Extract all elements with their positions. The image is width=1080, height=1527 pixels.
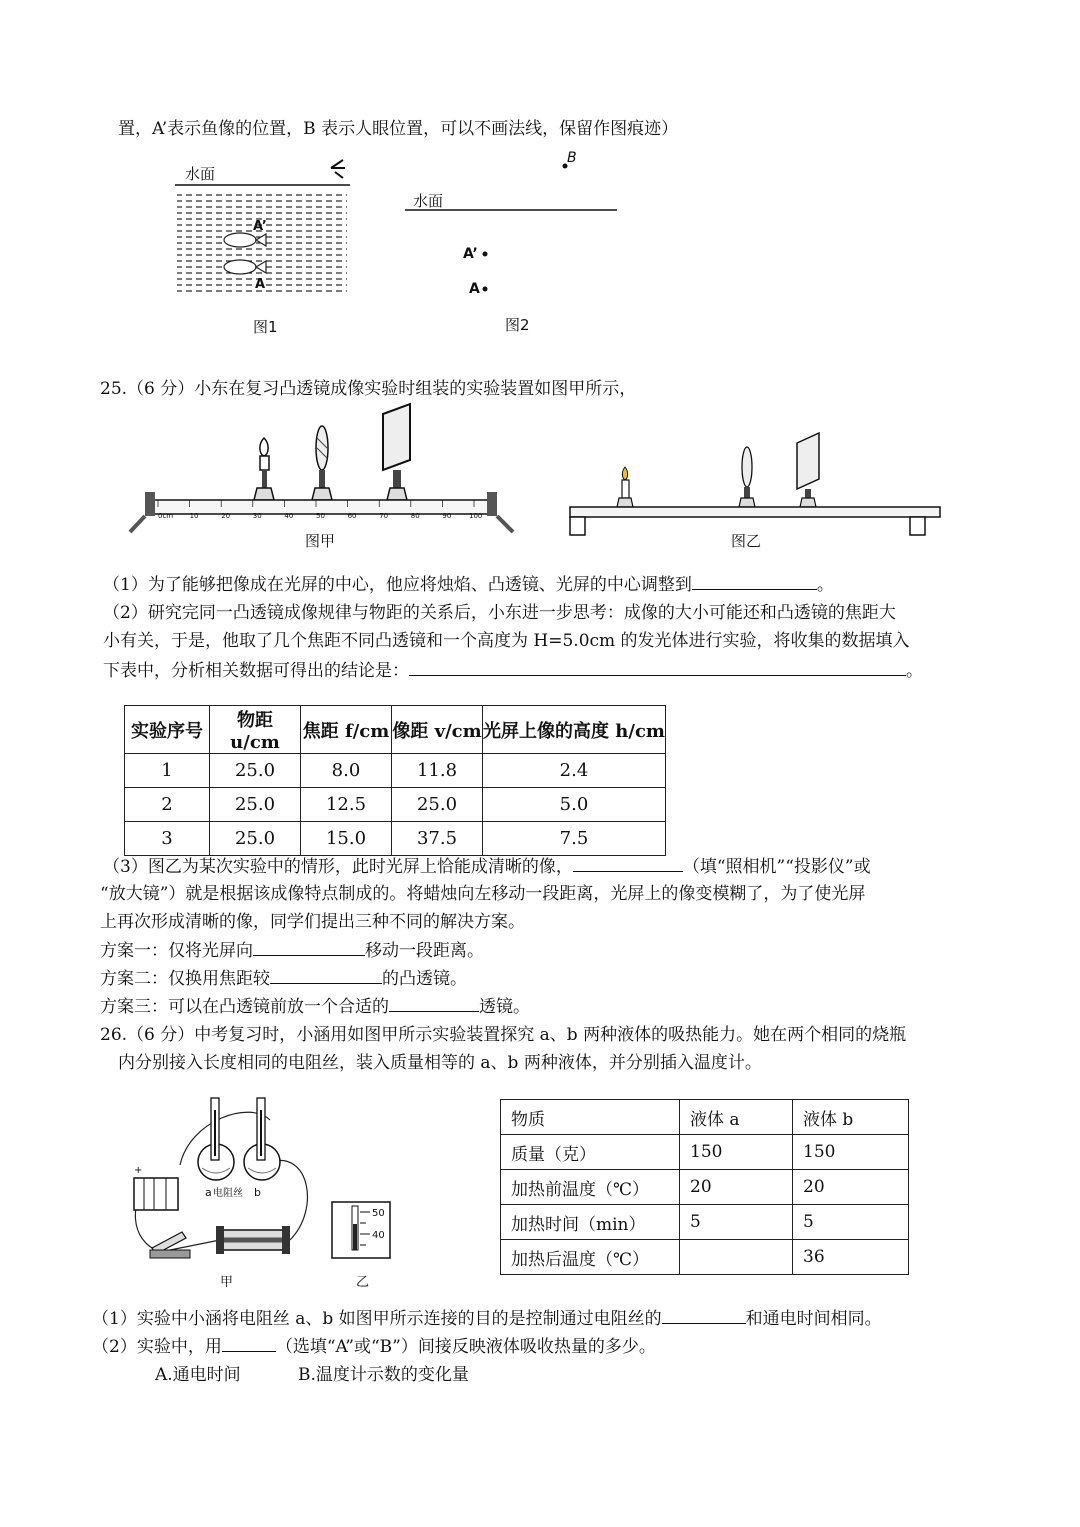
fig2-caption: 图2 <box>505 316 530 334</box>
q26-p1: （1）实验中小涵将电阻丝 a、b 如图甲所示连接的目的是控制通过电阻丝的 和通电时间相同。 <box>92 1309 882 1329</box>
tick-label: 20 <box>221 512 231 520</box>
label-b: b <box>254 1186 261 1199</box>
fig2-water-label: 水面 <box>413 192 444 210</box>
tick-label: 10 <box>189 512 199 520</box>
table-header: 实验序号 <box>125 706 210 754</box>
answer-blank[interactable] <box>253 939 365 956</box>
table-header: 液体 a <box>680 1100 793 1135</box>
candle-icon <box>254 438 274 500</box>
table-row: 加热时间（min） 5 5 <box>501 1205 909 1240</box>
table-header: 物质 <box>501 1100 680 1135</box>
label-resistor: 电阻丝 <box>213 1188 243 1199</box>
fig1-a-prime: A’ <box>253 219 267 234</box>
q25-p3-line2: “放大镜”）就是根据该成像特点制成的。将蜡烛向左移动一段距离，光屏上的像变模糊了，为了使光屏 <box>100 884 866 904</box>
q26-data-table <box>500 1099 909 1275</box>
table-row: 质量（克） 150 150 <box>501 1135 909 1170</box>
table-row: 加热前温度（℃） 20 20 <box>501 1170 909 1205</box>
thermo-50: 50 <box>372 1208 385 1219</box>
svg-text:+: + <box>134 1165 143 1176</box>
q24-figure-2 <box>395 140 635 340</box>
q25-plan-2: 方案二：仅换用焦距较 的凸透镜。 <box>100 969 467 989</box>
table-header: 像距 v/cm <box>392 706 483 754</box>
fig2-a-prime: A’ <box>463 246 478 262</box>
q26-intro-line1: 26.（6 分）中考复习时，小涵用如图甲所示实验装置探究 a、b 两种液体的吸热能力。她在两个相同的烧瓶 <box>100 1025 907 1045</box>
table-header: 光屏上像的高度 h/cm <box>483 706 666 754</box>
answer-blank[interactable] <box>662 1307 746 1324</box>
q25-p1: （1）为了能够把像成在光屏的中心，他应将烛焰、凸透镜、光屏的中心调整到 。 <box>103 575 834 595</box>
answer-blank[interactable] <box>573 855 683 872</box>
q24-text: 置，A’表示鱼像的位置，B 表示人眼位置，可以不画法线，保留作图痕迹） <box>118 119 679 139</box>
table-row: 1 25.0 8.0 11.8 2.4 <box>125 754 666 788</box>
q25-figure-jia <box>125 400 520 555</box>
answer-blank[interactable] <box>409 659 906 676</box>
point-a <box>483 287 488 292</box>
q26-circuit-figure <box>120 1090 410 1295</box>
q25-p3-line1: （3）图乙为某次实验中的情形，此时光屏上恰能成清晰的像， （填“照相机”“投影仪”或 <box>103 857 871 877</box>
q26-option-a: A.通电时间 <box>155 1365 241 1385</box>
fig-jia-caption: 图甲 <box>305 532 336 550</box>
fig-yi-caption: 图乙 <box>731 532 762 550</box>
q25-figure-yi <box>565 425 945 555</box>
q26-p2: （2）实验中，用 （选填“A”或“B”）间接反映液体吸收热量的多少。 <box>92 1337 656 1357</box>
point-a-prime <box>483 252 488 257</box>
table-header: 物距 u/cm <box>210 706 301 754</box>
table-row: 3 25.0 15.0 37.5 7.5 <box>125 822 666 856</box>
screen-icon <box>797 433 819 507</box>
fig1-a: A <box>255 277 266 292</box>
caption-jia: 甲 <box>220 1275 234 1290</box>
caption-yi: 乙 <box>356 1275 370 1290</box>
table-header: 液体 b <box>793 1100 909 1135</box>
lens-icon <box>739 447 755 507</box>
answer-blank[interactable] <box>389 995 479 1012</box>
answer-blank[interactable] <box>270 967 382 984</box>
table-row: 2 25.0 12.5 25.0 5.0 <box>125 788 666 822</box>
q24-figure-1 <box>165 150 365 340</box>
answer-blank[interactable] <box>692 573 817 590</box>
tick-label: 50 <box>316 512 325 520</box>
q25-p2-line1: （2）研究完同一凸透镜成像规律与物距的关系后，小东进一步思考：成像的大小可能还和凸透镜的焦距大 <box>103 603 896 623</box>
fig2-b: B <box>567 150 577 166</box>
tick-label: 100 <box>469 512 483 520</box>
tick-label: 80 <box>410 512 420 520</box>
fig1-water-label: 水面 <box>185 165 216 183</box>
tick-label: 70 <box>379 512 389 520</box>
tick-label: 0cm <box>158 512 174 520</box>
answer-blank[interactable] <box>222 1335 276 1352</box>
q25-plan-1: 方案一：仅将光屏向 移动一段距离。 <box>100 941 484 961</box>
q25-p3-line3: 上再次形成清晰的像，同学们提出三种不同的解决方案。 <box>100 912 525 932</box>
q25-plan-3: 方案三：可以在凸透镜前放一个合适的 透镜。 <box>100 997 530 1017</box>
table-header: 焦距 f/cm <box>301 706 392 754</box>
tick-label: 30 <box>252 512 262 520</box>
flask-icon <box>244 1098 280 1180</box>
q25-intro: 25.（6 分）小东在复习凸透镜成像实验时组装的实验装置如图甲所示， <box>100 379 637 399</box>
q25-p2-line2: 小有关，于是，他取了几个焦距不同凸透镜和一个高度为 H=5.0cm 的发光体进行实验，将收集的数据填入 <box>103 631 910 651</box>
tick-label: 60 <box>347 512 357 520</box>
q26-intro-line2: 内分别接入长度相同的电阻丝，装入质量相等的 a、b 两种液体，并分别插入温度计。 <box>118 1053 762 1073</box>
fig1-caption: 图1 <box>253 318 278 336</box>
flask-icon <box>198 1098 234 1180</box>
answer-cell[interactable] <box>680 1240 793 1275</box>
tick-label: 90 <box>442 512 452 520</box>
label-a: a <box>205 1186 212 1199</box>
q26-option-b: B.温度计示数的变化量 <box>298 1365 469 1385</box>
tick-label: 40 <box>284 512 294 520</box>
lens-icon <box>312 426 332 500</box>
point-b <box>563 164 568 169</box>
fig2-a: A <box>469 281 480 297</box>
candle-icon <box>617 467 633 507</box>
q25-data-table <box>124 705 666 856</box>
q25-p2-line3: 下表中，分析相关数据可得出的结论是： 。 <box>103 661 923 681</box>
eye-icon <box>331 160 345 178</box>
screen-icon <box>383 404 410 500</box>
rheostat-icon <box>216 1226 290 1254</box>
thermo-40: 40 <box>372 1230 385 1241</box>
battery-icon <box>134 1165 178 1210</box>
switch-icon <box>150 1232 190 1258</box>
table-row: 加热后温度（℃） 36 <box>501 1240 909 1275</box>
